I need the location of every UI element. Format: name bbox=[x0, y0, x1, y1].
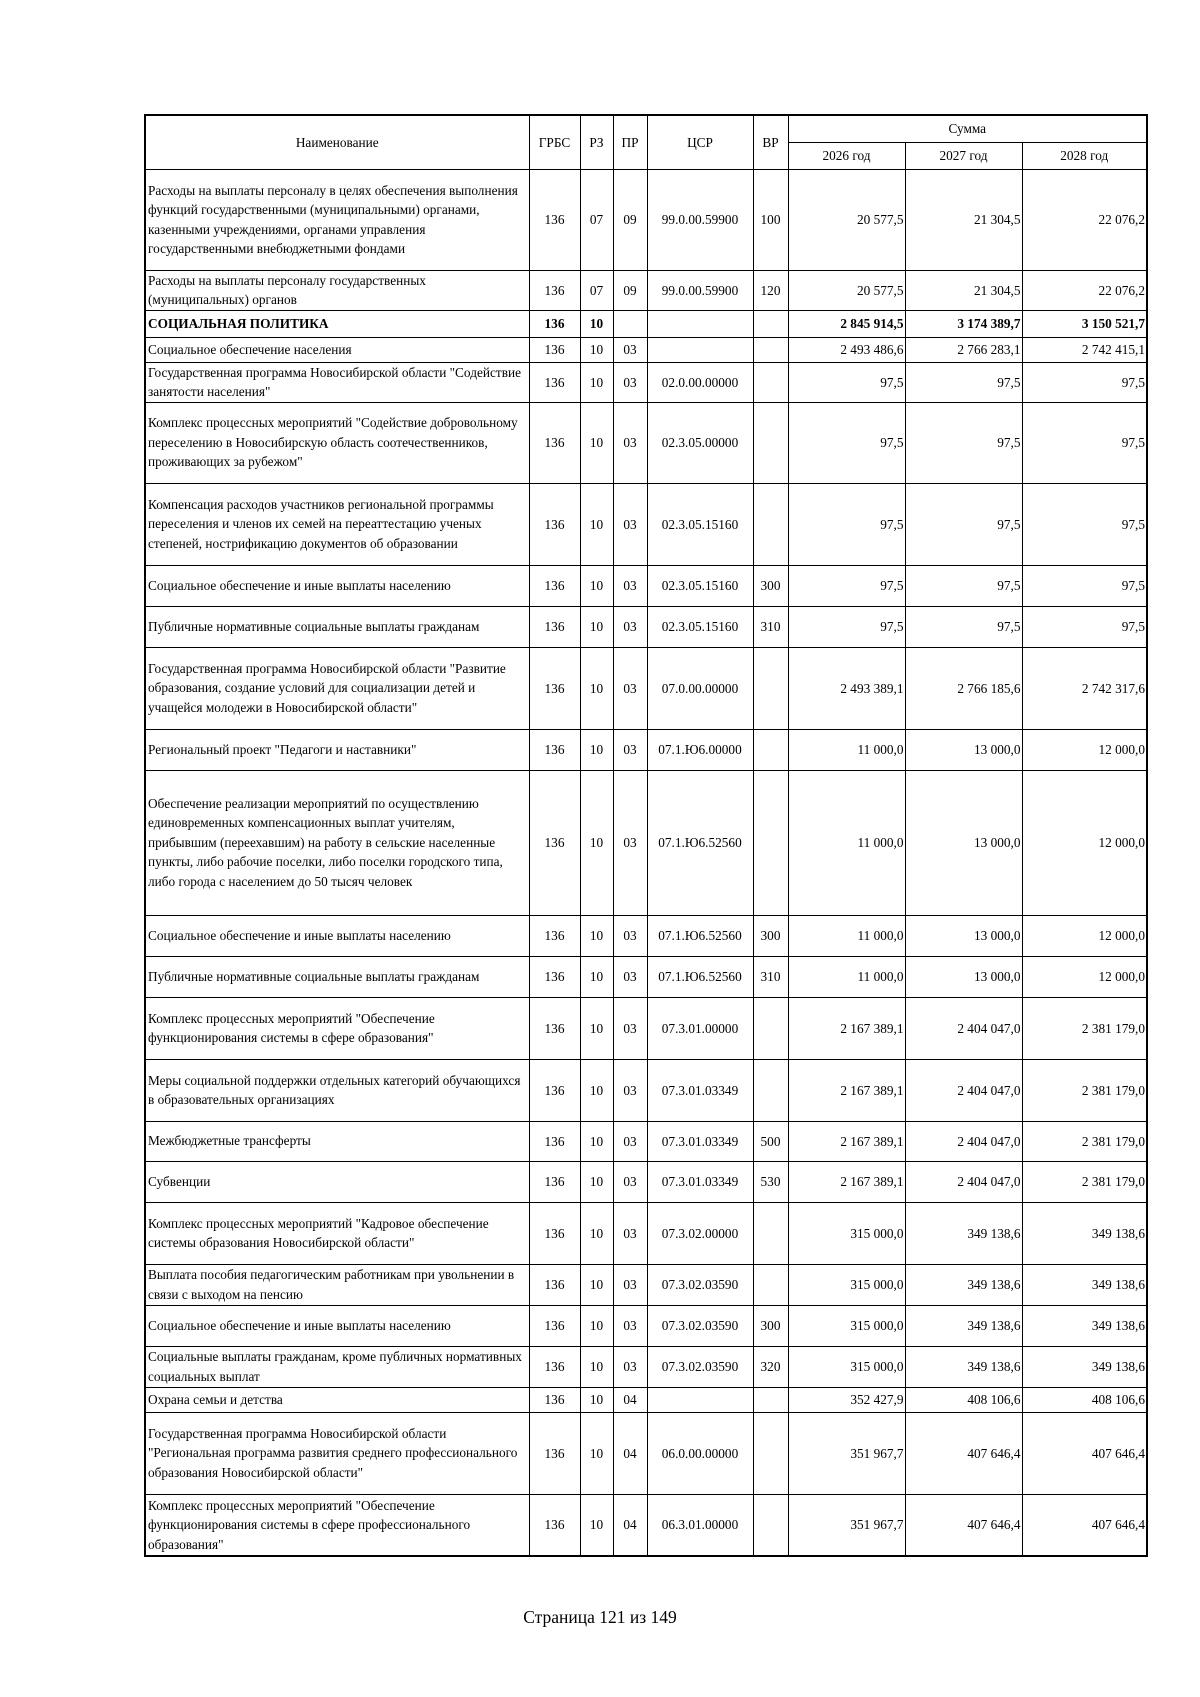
cell-pr bbox=[613, 310, 647, 337]
cell-y2026: 11 000,0 bbox=[788, 915, 905, 956]
table-row bbox=[145, 1412, 1147, 1494]
cell-y2028: 12 000,0 bbox=[1022, 915, 1147, 956]
table-row bbox=[145, 956, 1147, 997]
table-row bbox=[145, 1305, 1147, 1346]
cell-rz: 10 bbox=[580, 1121, 613, 1161]
cell-pr: 03 bbox=[613, 1202, 647, 1264]
cell-csr: 02.3.05.15160 bbox=[647, 565, 753, 606]
header-grbs: ГРБС bbox=[529, 115, 580, 169]
cell-y2026: 352 427,9 bbox=[788, 1387, 905, 1412]
header-pr: ПР bbox=[613, 115, 647, 169]
cell-y2027: 407 646,4 bbox=[905, 1494, 1022, 1556]
cell-csr: 02.3.05.00000 bbox=[647, 402, 753, 483]
cell-pr: 03 bbox=[613, 1059, 647, 1121]
cell-y2026: 2 493 486,6 bbox=[788, 337, 905, 362]
cell-name: Расходы на выплаты персоналу в целях обеспечения выполнения функций государственными (муниципальными) органами, казенными учреждениями, органами управления государственными внебюджетными фондами bbox=[145, 169, 529, 270]
cell-vr bbox=[753, 1412, 788, 1494]
header-year-2026: 2026 год bbox=[788, 142, 905, 169]
cell-y2028: 2 381 179,0 bbox=[1022, 1161, 1147, 1202]
cell-rz: 10 bbox=[580, 402, 613, 483]
budget-table bbox=[144, 114, 1148, 1557]
cell-name: Компенсация расходов участников региональной программы переселения и членов их семей на переаттестацию ученых степеней, нострификацию документов об образовании bbox=[145, 483, 529, 565]
cell-vr: 300 bbox=[753, 565, 788, 606]
table-row bbox=[145, 270, 1147, 310]
cell-name: Социальное обеспечение и иные выплаты населению bbox=[145, 915, 529, 956]
cell-y2027: 2 766 283,1 bbox=[905, 337, 1022, 362]
cell-y2028: 2 742 415,1 bbox=[1022, 337, 1147, 362]
cell-vr bbox=[753, 483, 788, 565]
header-year-2027: 2027 год bbox=[905, 142, 1022, 169]
cell-grbs: 136 bbox=[529, 770, 580, 915]
cell-rz: 10 bbox=[580, 565, 613, 606]
cell-csr: 07.3.02.00000 bbox=[647, 1202, 753, 1264]
cell-csr: 07.3.02.03590 bbox=[647, 1264, 753, 1305]
cell-name: Социальные выплаты гражданам, кроме публичных нормативных социальных выплат bbox=[145, 1346, 529, 1387]
table-row bbox=[145, 362, 1147, 402]
cell-y2027: 408 106,6 bbox=[905, 1387, 1022, 1412]
cell-rz: 10 bbox=[580, 997, 613, 1059]
cell-rz: 10 bbox=[580, 310, 613, 337]
cell-grbs: 136 bbox=[529, 1346, 580, 1387]
cell-rz: 10 bbox=[580, 606, 613, 647]
cell-csr: 07.3.02.03590 bbox=[647, 1305, 753, 1346]
table-row bbox=[145, 606, 1147, 647]
table-row bbox=[145, 1264, 1147, 1305]
cell-vr: 300 bbox=[753, 1305, 788, 1346]
cell-grbs: 136 bbox=[529, 647, 580, 729]
cell-vr: 320 bbox=[753, 1346, 788, 1387]
cell-rz: 10 bbox=[580, 770, 613, 915]
cell-y2028: 349 138,6 bbox=[1022, 1305, 1147, 1346]
cell-vr bbox=[753, 1202, 788, 1264]
cell-y2028: 97,5 bbox=[1022, 362, 1147, 402]
cell-y2028: 2 381 179,0 bbox=[1022, 1121, 1147, 1161]
cell-y2028: 2 381 179,0 bbox=[1022, 997, 1147, 1059]
cell-csr bbox=[647, 337, 753, 362]
cell-csr: 07.3.02.03590 bbox=[647, 1346, 753, 1387]
cell-vr bbox=[753, 729, 788, 770]
header-name: Наименование bbox=[145, 115, 529, 169]
cell-y2026: 11 000,0 bbox=[788, 729, 905, 770]
table-row bbox=[145, 1161, 1147, 1202]
cell-name: Государственная программа Новосибирской области "Региональная программа развития среднего профессионального образования Новосибирской области" bbox=[145, 1412, 529, 1494]
cell-grbs: 136 bbox=[529, 915, 580, 956]
cell-grbs: 136 bbox=[529, 1305, 580, 1346]
cell-name: Публичные нормативные социальные выплаты гражданам bbox=[145, 606, 529, 647]
cell-y2028: 22 076,2 bbox=[1022, 169, 1147, 270]
cell-pr: 04 bbox=[613, 1494, 647, 1556]
cell-grbs: 136 bbox=[529, 1494, 580, 1556]
cell-name: Социальное обеспечение и иные выплаты населению bbox=[145, 1305, 529, 1346]
cell-y2028: 2 742 317,6 bbox=[1022, 647, 1147, 729]
cell-rz: 10 bbox=[580, 1494, 613, 1556]
cell-pr: 03 bbox=[613, 402, 647, 483]
cell-pr: 03 bbox=[613, 483, 647, 565]
cell-y2026: 315 000,0 bbox=[788, 1264, 905, 1305]
cell-csr: 07.3.01.03349 bbox=[647, 1161, 753, 1202]
cell-grbs: 136 bbox=[529, 310, 580, 337]
cell-y2028: 97,5 bbox=[1022, 483, 1147, 565]
cell-y2027: 407 646,4 bbox=[905, 1412, 1022, 1494]
cell-name: Комплекс процессных мероприятий "Обеспечение функционирования системы в сфере профессионального образования" bbox=[145, 1494, 529, 1556]
cell-y2027: 2 404 047,0 bbox=[905, 1059, 1022, 1121]
cell-y2026: 97,5 bbox=[788, 483, 905, 565]
cell-y2028: 408 106,6 bbox=[1022, 1387, 1147, 1412]
cell-vr bbox=[753, 337, 788, 362]
header-csr: ЦСР bbox=[647, 115, 753, 169]
cell-y2028: 2 381 179,0 bbox=[1022, 1059, 1147, 1121]
cell-name: Комплекс процессных мероприятий "Содействие добровольному переселению в Новосибирскую область соотечественников, проживающих за рубежом" bbox=[145, 402, 529, 483]
cell-y2028: 97,5 bbox=[1022, 565, 1147, 606]
cell-y2028: 407 646,4 bbox=[1022, 1494, 1147, 1556]
cell-y2026: 20 577,5 bbox=[788, 169, 905, 270]
cell-pr: 03 bbox=[613, 997, 647, 1059]
cell-y2027: 349 138,6 bbox=[905, 1264, 1022, 1305]
cell-name: Комплекс процессных мероприятий "Обеспечение функционирования системы в сфере образования" bbox=[145, 997, 529, 1059]
cell-pr: 03 bbox=[613, 565, 647, 606]
cell-name: Охрана семьи и детства bbox=[145, 1387, 529, 1412]
cell-rz: 10 bbox=[580, 483, 613, 565]
table-row bbox=[145, 1059, 1147, 1121]
cell-pr: 04 bbox=[613, 1387, 647, 1412]
table-header bbox=[145, 115, 1147, 169]
cell-grbs: 136 bbox=[529, 1264, 580, 1305]
cell-pr: 03 bbox=[613, 1305, 647, 1346]
cell-rz: 07 bbox=[580, 169, 613, 270]
cell-grbs: 136 bbox=[529, 169, 580, 270]
table-row bbox=[145, 402, 1147, 483]
table-row bbox=[145, 770, 1147, 915]
cell-csr: 06.0.00.00000 bbox=[647, 1412, 753, 1494]
cell-y2028: 12 000,0 bbox=[1022, 770, 1147, 915]
table-row bbox=[145, 310, 1147, 337]
cell-y2027: 349 138,6 bbox=[905, 1202, 1022, 1264]
cell-y2027: 2 404 047,0 bbox=[905, 1121, 1022, 1161]
cell-y2028: 349 138,6 bbox=[1022, 1202, 1147, 1264]
cell-y2027: 2 404 047,0 bbox=[905, 997, 1022, 1059]
cell-y2027: 349 138,6 bbox=[905, 1305, 1022, 1346]
cell-vr: 100 bbox=[753, 169, 788, 270]
cell-y2026: 2 167 389,1 bbox=[788, 1161, 905, 1202]
cell-y2026: 97,5 bbox=[788, 606, 905, 647]
cell-y2027: 97,5 bbox=[905, 483, 1022, 565]
cell-y2026: 351 967,7 bbox=[788, 1494, 905, 1556]
cell-csr: 07.3.01.00000 bbox=[647, 997, 753, 1059]
cell-y2026: 2 167 389,1 bbox=[788, 1121, 905, 1161]
cell-grbs: 136 bbox=[529, 1387, 580, 1412]
cell-vr: 530 bbox=[753, 1161, 788, 1202]
cell-rz: 10 bbox=[580, 956, 613, 997]
cell-rz: 10 bbox=[580, 1387, 613, 1412]
cell-name: Расходы на выплаты персоналу государственных (муниципальных) органов bbox=[145, 270, 529, 310]
cell-rz: 10 bbox=[580, 1264, 613, 1305]
cell-grbs: 136 bbox=[529, 1412, 580, 1494]
cell-pr: 03 bbox=[613, 606, 647, 647]
cell-y2026: 97,5 bbox=[788, 362, 905, 402]
cell-pr: 03 bbox=[613, 915, 647, 956]
cell-pr: 03 bbox=[613, 362, 647, 402]
cell-csr: 02.0.00.00000 bbox=[647, 362, 753, 402]
cell-name: Социальное обеспечение и иные выплаты населению bbox=[145, 565, 529, 606]
table-row bbox=[145, 1494, 1147, 1556]
cell-pr: 09 bbox=[613, 270, 647, 310]
cell-rz: 10 bbox=[580, 729, 613, 770]
cell-y2028: 12 000,0 bbox=[1022, 729, 1147, 770]
cell-csr: 07.0.00.00000 bbox=[647, 647, 753, 729]
cell-y2026: 11 000,0 bbox=[788, 956, 905, 997]
cell-y2028: 97,5 bbox=[1022, 402, 1147, 483]
cell-y2027: 2 766 185,6 bbox=[905, 647, 1022, 729]
header-rz: РЗ bbox=[580, 115, 613, 169]
cell-rz: 10 bbox=[580, 1059, 613, 1121]
cell-rz: 10 bbox=[580, 362, 613, 402]
cell-name: Межбюджетные трансферты bbox=[145, 1121, 529, 1161]
cell-grbs: 136 bbox=[529, 956, 580, 997]
cell-csr: 99.0.00.59900 bbox=[647, 169, 753, 270]
cell-name: Субвенции bbox=[145, 1161, 529, 1202]
cell-vr bbox=[753, 402, 788, 483]
cell-pr: 03 bbox=[613, 956, 647, 997]
cell-y2026: 11 000,0 bbox=[788, 770, 905, 915]
cell-y2027: 97,5 bbox=[905, 402, 1022, 483]
cell-y2028: 407 646,4 bbox=[1022, 1412, 1147, 1494]
header-sum: Сумма bbox=[788, 115, 1147, 142]
cell-grbs: 136 bbox=[529, 337, 580, 362]
cell-grbs: 136 bbox=[529, 362, 580, 402]
cell-y2026: 2 167 389,1 bbox=[788, 997, 905, 1059]
cell-pr: 03 bbox=[613, 1264, 647, 1305]
cell-csr: 07.3.01.03349 bbox=[647, 1121, 753, 1161]
table-row bbox=[145, 915, 1147, 956]
cell-y2026: 315 000,0 bbox=[788, 1346, 905, 1387]
cell-csr: 07.1.Ю6.00000 bbox=[647, 729, 753, 770]
cell-grbs: 136 bbox=[529, 483, 580, 565]
cell-y2026: 20 577,5 bbox=[788, 270, 905, 310]
cell-pr: 03 bbox=[613, 729, 647, 770]
cell-name: Региональный проект "Педагоги и наставники" bbox=[145, 729, 529, 770]
cell-rz: 07 bbox=[580, 270, 613, 310]
cell-grbs: 136 bbox=[529, 1121, 580, 1161]
cell-name: Государственная программа Новосибирской области "Содействие занятости населения" bbox=[145, 362, 529, 402]
cell-y2026: 315 000,0 bbox=[788, 1202, 905, 1264]
header-year-2028: 2028 год bbox=[1022, 142, 1147, 169]
cell-grbs: 136 bbox=[529, 565, 580, 606]
cell-y2027: 21 304,5 bbox=[905, 169, 1022, 270]
cell-y2027: 349 138,6 bbox=[905, 1346, 1022, 1387]
cell-y2027: 13 000,0 bbox=[905, 956, 1022, 997]
cell-vr bbox=[753, 997, 788, 1059]
cell-y2028: 22 076,2 bbox=[1022, 270, 1147, 310]
cell-grbs: 136 bbox=[529, 1202, 580, 1264]
table-row bbox=[145, 565, 1147, 606]
cell-csr: 02.3.05.15160 bbox=[647, 606, 753, 647]
cell-csr: 07.1.Ю6.52560 bbox=[647, 956, 753, 997]
cell-rz: 10 bbox=[580, 1412, 613, 1494]
cell-y2026: 2 167 389,1 bbox=[788, 1059, 905, 1121]
cell-csr: 02.3.05.15160 bbox=[647, 483, 753, 565]
cell-name: СОЦИАЛЬНАЯ ПОЛИТИКА bbox=[145, 310, 529, 337]
cell-rz: 10 bbox=[580, 1346, 613, 1387]
cell-vr bbox=[753, 1264, 788, 1305]
cell-y2027: 21 304,5 bbox=[905, 270, 1022, 310]
cell-y2026: 2 845 914,5 bbox=[788, 310, 905, 337]
cell-csr: 99.0.00.59900 bbox=[647, 270, 753, 310]
table-body bbox=[145, 169, 1147, 1556]
cell-name: Выплата пособия педагогическим работникам при увольнении в связи с выходом на пенсию bbox=[145, 1264, 529, 1305]
cell-rz: 10 bbox=[580, 337, 613, 362]
cell-pr: 09 bbox=[613, 169, 647, 270]
cell-csr: 07.1.Ю6.52560 bbox=[647, 770, 753, 915]
cell-pr: 03 bbox=[613, 1161, 647, 1202]
cell-vr bbox=[753, 1059, 788, 1121]
cell-name: Государственная программа Новосибирской области "Развитие образования, создание условий для социализации детей и учащейся молодежи в Новосибирской области" bbox=[145, 647, 529, 729]
header-vr: ВР bbox=[753, 115, 788, 169]
cell-pr: 03 bbox=[613, 647, 647, 729]
cell-y2026: 2 493 389,1 bbox=[788, 647, 905, 729]
cell-vr bbox=[753, 310, 788, 337]
table-row bbox=[145, 337, 1147, 362]
cell-pr: 03 bbox=[613, 337, 647, 362]
cell-y2027: 3 174 389,7 bbox=[905, 310, 1022, 337]
cell-pr: 03 bbox=[613, 1346, 647, 1387]
table-row bbox=[145, 1387, 1147, 1412]
cell-csr: 07.1.Ю6.52560 bbox=[647, 915, 753, 956]
cell-rz: 10 bbox=[580, 647, 613, 729]
cell-pr: 03 bbox=[613, 1121, 647, 1161]
cell-pr: 04 bbox=[613, 1412, 647, 1494]
cell-csr: 07.3.01.03349 bbox=[647, 1059, 753, 1121]
cell-name: Обеспечение реализации мероприятий по осуществлению единовременных компенсационных выплат учителям, прибывшим (переехавшим) на работу в сельские населенные пункты, либо рабочие поселки, либо поселки городского типа, либо города с населением до 50 тысяч человек bbox=[145, 770, 529, 915]
cell-vr bbox=[753, 362, 788, 402]
cell-y2026: 315 000,0 bbox=[788, 1305, 905, 1346]
cell-y2028: 3 150 521,7 bbox=[1022, 310, 1147, 337]
cell-grbs: 136 bbox=[529, 1059, 580, 1121]
cell-name: Социальное обеспечение населения bbox=[145, 337, 529, 362]
cell-rz: 10 bbox=[580, 1202, 613, 1264]
page-number: Страница 121 из 149 bbox=[523, 1607, 677, 1627]
table-row bbox=[145, 1202, 1147, 1264]
cell-rz: 10 bbox=[580, 1305, 613, 1346]
cell-csr: 06.3.01.00000 bbox=[647, 1494, 753, 1556]
cell-y2026: 351 967,7 bbox=[788, 1412, 905, 1494]
cell-y2027: 97,5 bbox=[905, 606, 1022, 647]
cell-vr bbox=[753, 1494, 788, 1556]
cell-y2027: 2 404 047,0 bbox=[905, 1161, 1022, 1202]
cell-y2026: 97,5 bbox=[788, 565, 905, 606]
cell-name: Меры социальной поддержки отдельных категорий обучающихся в образовательных организациях bbox=[145, 1059, 529, 1121]
cell-y2027: 13 000,0 bbox=[905, 729, 1022, 770]
cell-name: Комплекс процессных мероприятий "Кадровое обеспечение системы образования Новосибирской области" bbox=[145, 1202, 529, 1264]
cell-grbs: 136 bbox=[529, 270, 580, 310]
table-row bbox=[145, 169, 1147, 270]
table-row bbox=[145, 729, 1147, 770]
cell-name: Публичные нормативные социальные выплаты гражданам bbox=[145, 956, 529, 997]
table-row bbox=[145, 1121, 1147, 1161]
cell-pr: 03 bbox=[613, 770, 647, 915]
cell-y2026: 97,5 bbox=[788, 402, 905, 483]
cell-y2027: 13 000,0 bbox=[905, 915, 1022, 956]
cell-vr: 310 bbox=[753, 956, 788, 997]
cell-grbs: 136 bbox=[529, 606, 580, 647]
cell-grbs: 136 bbox=[529, 997, 580, 1059]
cell-rz: 10 bbox=[580, 915, 613, 956]
cell-y2028: 349 138,6 bbox=[1022, 1264, 1147, 1305]
cell-y2027: 13 000,0 bbox=[905, 770, 1022, 915]
table-row bbox=[145, 483, 1147, 565]
cell-y2028: 349 138,6 bbox=[1022, 1346, 1147, 1387]
table-row bbox=[145, 647, 1147, 729]
cell-vr: 120 bbox=[753, 270, 788, 310]
cell-vr: 310 bbox=[753, 606, 788, 647]
cell-y2027: 97,5 bbox=[905, 362, 1022, 402]
cell-vr: 300 bbox=[753, 915, 788, 956]
cell-grbs: 136 bbox=[529, 402, 580, 483]
cell-vr: 500 bbox=[753, 1121, 788, 1161]
cell-grbs: 136 bbox=[529, 1161, 580, 1202]
cell-csr bbox=[647, 310, 753, 337]
cell-y2028: 12 000,0 bbox=[1022, 956, 1147, 997]
cell-rz: 10 bbox=[580, 1161, 613, 1202]
table-row bbox=[145, 1346, 1147, 1387]
cell-vr bbox=[753, 1387, 788, 1412]
cell-y2027: 97,5 bbox=[905, 565, 1022, 606]
cell-y2028: 97,5 bbox=[1022, 606, 1147, 647]
cell-grbs: 136 bbox=[529, 729, 580, 770]
table-row bbox=[145, 997, 1147, 1059]
cell-csr bbox=[647, 1387, 753, 1412]
cell-vr bbox=[753, 647, 788, 729]
cell-vr bbox=[753, 770, 788, 915]
